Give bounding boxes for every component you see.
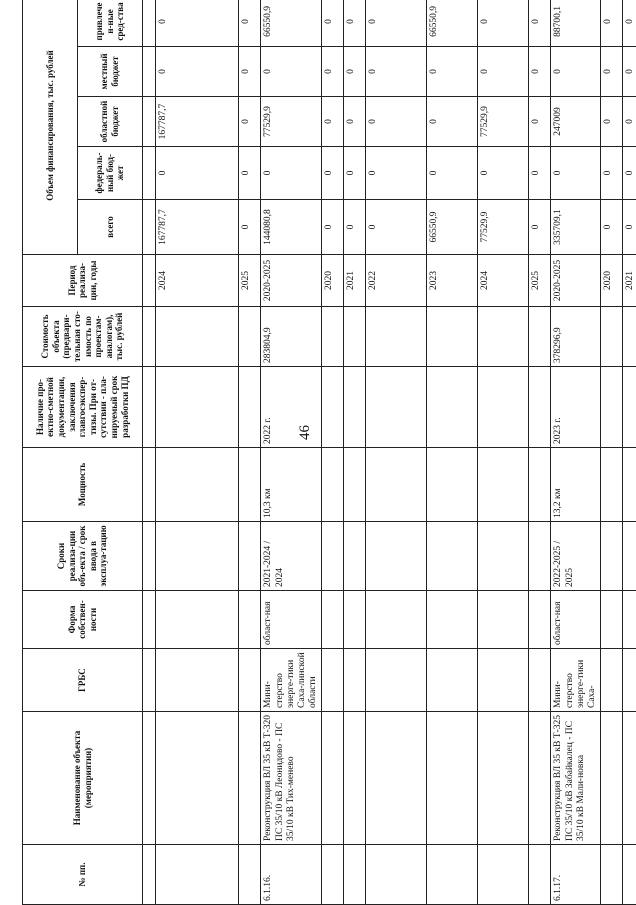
table-row <box>478 0 529 905</box>
table-cell: 88700,1 <box>551 0 601 47</box>
table-cell: 0 <box>344 200 366 255</box>
table-cell <box>239 367 261 448</box>
table-cell <box>344 307 366 367</box>
table-cell <box>366 448 427 522</box>
table-cell <box>344 845 366 905</box>
table-cell: 77529,9 <box>478 97 529 147</box>
table-cell: област-ная <box>551 591 601 649</box>
header-num: № пп. <box>23 845 143 905</box>
table-cell: област-ная <box>261 591 322 649</box>
table-cell <box>623 448 636 522</box>
table-cell: 6.1.16. <box>261 845 322 905</box>
table-cell <box>623 307 636 367</box>
table-cell <box>156 448 239 522</box>
table-cell <box>344 448 366 522</box>
table-cell: 0 <box>529 200 551 255</box>
table-cell: Мини-стерство энерге-тики Саха- <box>551 649 601 712</box>
table-cell <box>239 845 261 905</box>
financing-table-rotated <box>22 2 636 905</box>
table-cell: 0 <box>344 0 366 47</box>
table-cell <box>322 522 344 591</box>
header-regional: областной бюджет <box>78 97 143 147</box>
table-cell: 0 <box>623 200 636 255</box>
table-cell: 0 <box>601 147 623 200</box>
table-cell: 2020 <box>322 255 344 307</box>
table-cell: 0 <box>478 0 529 47</box>
table-cell: 0 <box>427 147 478 200</box>
table-cell <box>143 97 156 147</box>
table-cell: 2025 <box>239 255 261 307</box>
table-cell: 0 <box>366 200 427 255</box>
table-row <box>601 0 623 905</box>
table-cell: 0 <box>529 147 551 200</box>
table-cell: 0 <box>623 97 636 147</box>
table-cell <box>529 522 551 591</box>
header-funding: Объем финансирования, тыс. рублей <box>23 0 78 255</box>
table-cell <box>143 367 156 448</box>
table-cell <box>601 649 623 712</box>
financing-table <box>22 0 636 905</box>
table-cell <box>143 649 156 712</box>
table-cell <box>366 649 427 712</box>
table-cell <box>344 367 366 448</box>
table-cell <box>529 649 551 712</box>
table-row <box>551 0 601 905</box>
table-cell: 0 <box>623 0 636 47</box>
table-cell <box>366 367 427 448</box>
table-cell <box>623 591 636 649</box>
table-cell: 2024 <box>478 255 529 307</box>
table-cell <box>601 845 623 905</box>
table-cell: 2021 <box>623 255 636 307</box>
table-cell: 66550,9 <box>427 200 478 255</box>
table-cell: 0 <box>156 47 239 97</box>
table-cell: 0 <box>427 47 478 97</box>
table-cell: 0 <box>344 97 366 147</box>
table-cell: 2021-2024 / 2024 <box>261 522 322 591</box>
table-cell: 0 <box>344 47 366 97</box>
table-cell <box>427 367 478 448</box>
table-cell: 2025 <box>529 255 551 307</box>
table-cell <box>322 448 344 522</box>
header-ownership: Форма собствен-ности <box>23 591 143 649</box>
table-cell <box>427 522 478 591</box>
table-row <box>623 0 636 905</box>
table-cell: 6.1.17. <box>551 845 601 905</box>
table-cell <box>344 522 366 591</box>
table-cell: 0 <box>239 0 261 47</box>
table-cell <box>143 200 156 255</box>
table-cell <box>427 307 478 367</box>
table-cell: 2022 <box>366 255 427 307</box>
table-cell: 2021 <box>344 255 366 307</box>
table-cell <box>623 712 636 845</box>
table-cell: 0 <box>366 47 427 97</box>
table-cell <box>601 522 623 591</box>
table-row <box>239 0 261 905</box>
table-cell: 167787,7 <box>156 97 239 147</box>
table-cell <box>623 649 636 712</box>
table-cell <box>366 591 427 649</box>
table-cell <box>529 591 551 649</box>
table-row <box>344 0 366 905</box>
table-cell <box>478 591 529 649</box>
table-cell <box>478 367 529 448</box>
table-cell <box>322 845 344 905</box>
table-cell <box>156 712 239 845</box>
table-cell: 0 <box>529 0 551 47</box>
table-cell <box>239 649 261 712</box>
table-cell: 0 <box>601 0 623 47</box>
header-grbs: ГРБС <box>23 649 143 712</box>
table-cell: 167787,7 <box>156 200 239 255</box>
header-total: всего <box>78 200 143 255</box>
table-cell <box>601 307 623 367</box>
table-cell: 335709,1 <box>551 200 601 255</box>
table-cell <box>156 522 239 591</box>
table-cell <box>427 649 478 712</box>
table-cell <box>427 448 478 522</box>
table-cell: 0 <box>366 147 427 200</box>
table-cell: 2024 <box>156 255 239 307</box>
table-cell <box>143 845 156 905</box>
table-cell <box>156 591 239 649</box>
table-cell: 2020-2025 <box>551 255 601 307</box>
header-impl-period: Период реализа-ции, годы <box>23 255 143 307</box>
table-cell <box>143 255 156 307</box>
table-cell <box>322 649 344 712</box>
table-cell: 378296,9 <box>551 307 601 367</box>
table-row <box>366 0 427 905</box>
table-cell: 0 <box>623 47 636 97</box>
table-cell: 0 <box>623 147 636 200</box>
table-cell <box>143 307 156 367</box>
table-cell <box>322 712 344 845</box>
table-cell <box>478 649 529 712</box>
table-cell <box>239 522 261 591</box>
table-cell <box>623 522 636 591</box>
table-cell <box>239 712 261 845</box>
table-cell: 0 <box>322 147 344 200</box>
table-cell <box>529 307 551 367</box>
table-cell <box>239 448 261 522</box>
table-cell <box>239 591 261 649</box>
table-cell: 2023 <box>427 255 478 307</box>
table-cell <box>143 712 156 845</box>
table-cell <box>529 845 551 905</box>
column-number-row <box>143 0 156 905</box>
table-cell <box>623 845 636 905</box>
table-cell <box>344 712 366 845</box>
table-cell <box>623 367 636 448</box>
table-cell: 2020 <box>601 255 623 307</box>
table-cell: 283804,9 <box>261 307 322 367</box>
table-cell <box>143 47 156 97</box>
table-cell: 0 <box>322 0 344 47</box>
table-cell: 2022-2025 / 2025 <box>551 522 601 591</box>
table-cell <box>344 591 366 649</box>
table-cell <box>322 307 344 367</box>
table-cell <box>478 448 529 522</box>
table-cell: 77529,9 <box>261 97 322 147</box>
table-cell: 0 <box>601 97 623 147</box>
table-cell <box>427 712 478 845</box>
table-cell: 0 <box>322 200 344 255</box>
table-cell <box>478 522 529 591</box>
table-cell: 13,2 км <box>551 448 601 522</box>
header-local: местный бюджет <box>78 47 143 97</box>
table-cell: 66550,9 <box>427 0 478 47</box>
table-cell: 0 <box>344 147 366 200</box>
table-cell: 0 <box>156 0 239 47</box>
table-cell: 0 <box>322 47 344 97</box>
table-cell: 0 <box>601 200 623 255</box>
table-cell: 0 <box>261 147 322 200</box>
table-cell: 247009 <box>551 97 601 147</box>
table-row <box>261 0 322 905</box>
table-row <box>322 0 344 905</box>
table-row <box>529 0 551 905</box>
table-cell <box>601 591 623 649</box>
table-cell: 2023 г. <box>551 367 601 448</box>
table-cell <box>156 307 239 367</box>
header-period: Сроки реализа-ции объ-екта / срок ввода в эксплуа-тацию <box>23 522 143 591</box>
table-cell: 0 <box>239 47 261 97</box>
table-cell <box>156 649 239 712</box>
table-cell <box>143 0 156 47</box>
table-cell <box>322 367 344 448</box>
table-cell: 0 <box>239 97 261 147</box>
header-capacity: Мощность <box>23 448 143 522</box>
table-cell: 0 <box>261 47 322 97</box>
table-cell <box>366 845 427 905</box>
table-cell <box>344 649 366 712</box>
table-cell <box>601 712 623 845</box>
table-cell <box>239 307 261 367</box>
table-cell <box>478 845 529 905</box>
table-cell: 144080,8 <box>261 200 322 255</box>
table-cell: Мини-стерство энерге-тики Саха-линской области <box>261 649 322 712</box>
header-name: Наименование объекта (мероприятия) <box>23 712 143 845</box>
table-cell: 0 <box>478 47 529 97</box>
table-cell: 66550,9 <box>261 0 322 47</box>
table-cell <box>427 591 478 649</box>
table-cell: 0 <box>156 147 239 200</box>
table-cell: 0 <box>478 147 529 200</box>
table-cell <box>529 448 551 522</box>
header-attracted: привлечен-ные сред-ства <box>78 0 143 47</box>
table-cell <box>156 367 239 448</box>
table-cell <box>156 845 239 905</box>
table-row <box>427 0 478 905</box>
table-cell <box>601 448 623 522</box>
header-psd: Наличие про-ектно-сметной документации, заключения главгосэкспер-тизы. При от-сутствии - пла-нируемый срок разработки ПД <box>23 367 143 448</box>
header-federal: федераль-ный бюд-жет <box>78 147 143 200</box>
table-cell: 0 <box>529 47 551 97</box>
table-cell <box>322 591 344 649</box>
table-cell <box>427 845 478 905</box>
table-cell: 0 <box>551 147 601 200</box>
table-cell: 77529,9 <box>478 200 529 255</box>
table-cell: 0 <box>239 200 261 255</box>
table-cell <box>366 307 427 367</box>
table-cell: 0 <box>366 0 427 47</box>
table-cell <box>143 591 156 649</box>
table-cell: 0 <box>239 147 261 200</box>
table-cell <box>143 448 156 522</box>
table-cell <box>601 367 623 448</box>
table-cell <box>143 522 156 591</box>
header-cost: Стоимость объекта (предвари-тельная сто-имость по проектам-аналогам), тыс. рублей <box>23 307 143 367</box>
table-cell: 0 <box>427 97 478 147</box>
table-cell: 2020-2025 <box>261 255 322 307</box>
table-cell <box>529 712 551 845</box>
table-cell: Реконструкция ВЛ 35 кВ Т-320 ПС 35/10 кВ Леонидово - ПС 35/10 кВ Тих-менево <box>261 712 322 845</box>
table-cell <box>143 147 156 200</box>
table-cell: 0 <box>322 97 344 147</box>
table-cell: 2022 г. <box>261 367 322 448</box>
table-cell: 0 <box>551 47 601 97</box>
table-row <box>156 0 239 905</box>
table-cell <box>366 712 427 845</box>
table-cell: 0 <box>601 47 623 97</box>
table-cell: 10,3 км <box>261 448 322 522</box>
table-cell: Реконструкция ВЛ 35 кВ Т-325 ПС 35/10 кВ Забайкалец - ПС 35/10 кВ Мали-новка <box>551 712 601 845</box>
page-number: 46 <box>297 425 313 440</box>
table-cell <box>366 522 427 591</box>
table-cell <box>478 307 529 367</box>
table-cell <box>529 367 551 448</box>
table-cell <box>478 712 529 845</box>
table-cell: 0 <box>529 97 551 147</box>
table-cell: 0 <box>366 97 427 147</box>
